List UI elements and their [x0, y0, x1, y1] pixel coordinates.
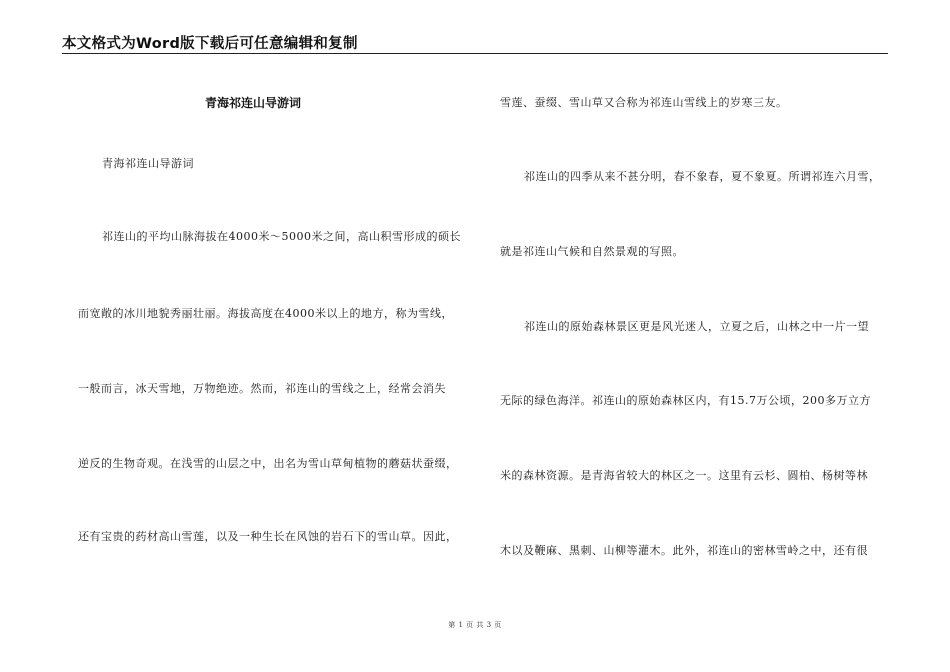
paragraph-line: 无际的绿色海洋。祁连山的原始森林区内，有15.7万公顷，200多万立方	[500, 394, 871, 407]
document-title: 青海祁连山导游词	[205, 96, 302, 110]
paragraph-line: 而宽敞的冰川地貌秀丽壮丽。海拔高度在4000米以上的地方，称为雪线，	[78, 307, 453, 320]
paragraph-line: 祁连山的平均山脉海拔在4000米～5000米之间，高山积雪形成的硕长	[102, 230, 461, 243]
paragraph-line: 木以及鞭麻、黑刺、山柳等灌木。此外，祁连山的密林雪岭之中，还有很	[500, 544, 868, 557]
header-notice: 本文格式为Word版下载后可任意编辑和复制	[62, 36, 358, 52]
paragraph-line: 祁连山的原始森林景区更是风光迷人，立夏之后，山林之中一片一望	[524, 320, 869, 333]
paragraph-line: 祁连山的四季从来不甚分明，春不象春，夏不象夏。所谓祁连六月雪，	[524, 170, 881, 183]
paragraph-line: 雪莲、蚕缀、雪山草又合称为祁连山雪线上的岁寒三友。	[500, 96, 788, 109]
paragraph-line: 米的森林资源。是青海省较大的林区之一。这里有云杉、圆柏、杨树等林	[500, 469, 868, 482]
paragraph-line: 青海祁连山导游词	[102, 157, 194, 170]
paragraph-line: 一般而言，冰天雪地，万物绝迹。然而，祁连山的雪线之上，经常会消失	[78, 382, 446, 395]
paragraph-line: 还有宝贵的药材高山雪莲，以及一种生长在风蚀的岩石下的雪山草。因此，	[78, 530, 458, 543]
page-header	[62, 26, 888, 54]
page-number-footer: 第 1 页 共 3 页	[448, 621, 502, 629]
paragraph-line: 就是祁连山气候和自然景观的写照。	[500, 245, 684, 258]
paragraph-line: 逆反的生物奇观。在浅雪的山层之中，出名为雪山草甸植物的蘑菇状蚕缀，	[78, 457, 458, 470]
